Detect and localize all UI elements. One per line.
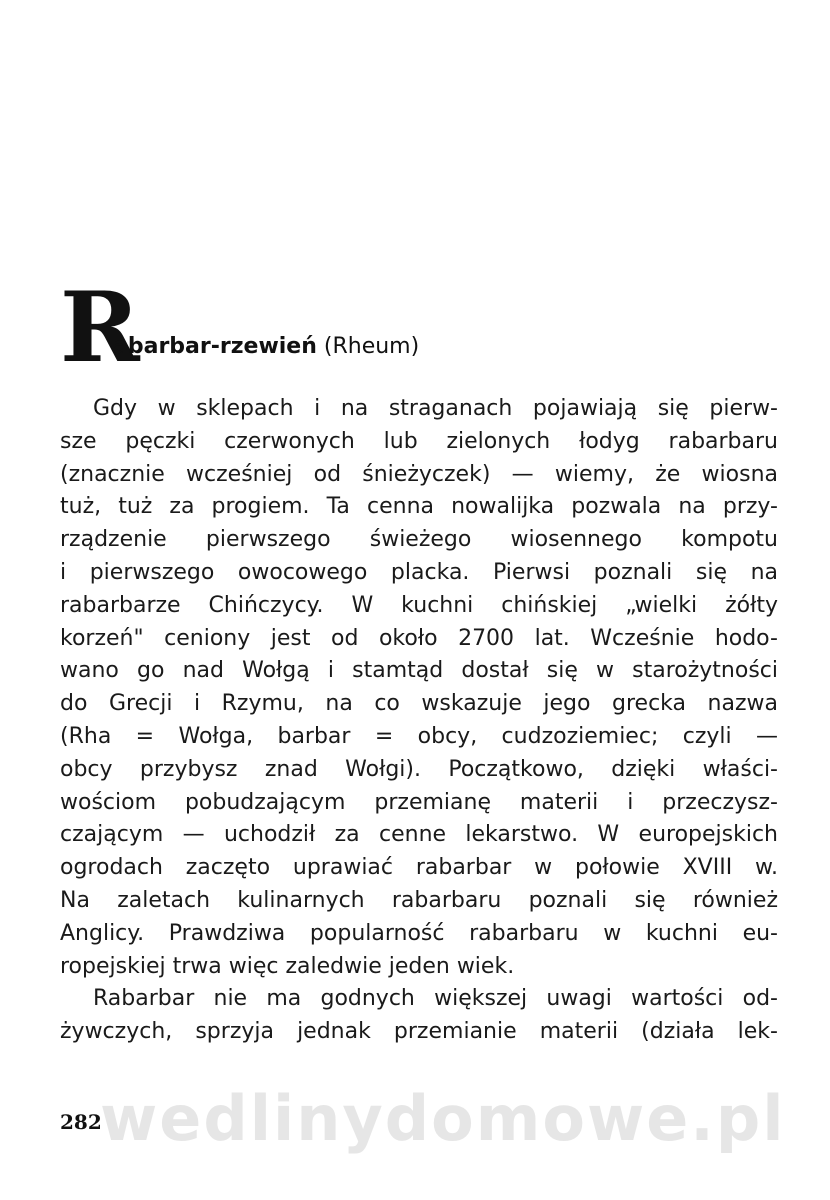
text-line: (Rha = Wołga, barbar = obcy, cudzoziemiec; czyli — — [60, 723, 778, 749]
text-line: (znacznie wcześniej od śnieżyczek) — wiemy, że wiosna — [60, 461, 778, 487]
text-line: Rabarbar nie ma godnych większej uwagi wartości od- — [93, 986, 778, 1012]
text-line: rabarbarze Chińczycy. W kuchni chińskiej „wielki żółty — [60, 592, 778, 618]
page-number: 282 — [60, 1110, 102, 1134]
text-line: do Grecji i Rzymu, na co wskazuje jego grecka nazwa — [60, 691, 778, 717]
text-line: Gdy w sklepach i na straganach pojawiają się pierw- — [93, 396, 778, 421]
text-line: rządzenie pierwszego świeżego wiosennego kompotu — [60, 527, 778, 553]
text-line: wościom pobudzającym przemianę materii i przeczysz- — [60, 789, 778, 815]
heading-latin-name: (Rheum) — [323, 334, 420, 359]
text-line: obcy przybysz znad Wołgi). Początkowo, dzięki właści- — [60, 756, 778, 782]
text-line: Na zaletach kulinarnych rabarbaru poznali się również — [60, 887, 778, 913]
text-line: i pierwszego owocowego placka. Pierwsi poznali się na — [60, 559, 778, 585]
text-line: wano go nad Wołgą i stamtąd dostał się w starożytności — [60, 658, 778, 684]
text-line: Anglicy. Prawdziwa popularność rabarbaru w kuchni eu- — [60, 920, 778, 946]
text-line: ogrodach zaczęto uprawiać rabarbar w połowie XVIII w. — [60, 855, 778, 881]
text-line: tuż, tuż za progiem. Ta cenna nowalijka pozwala na przy- — [60, 494, 778, 520]
drop-cap: R — [60, 271, 140, 384]
text-line: czającym — uchodził za cenne lekarstwo. W europejskich — [60, 822, 778, 848]
paragraph-1 — [60, 393, 778, 983]
text-line: ropejskiej trwa więc zaledwie jeden wiek. — [60, 953, 515, 979]
watermark: wedlinydomowe.pl — [100, 1082, 786, 1155]
text-line: korzeń" ceniony jest od około 2700 lat. Wcześnie hodo- — [60, 625, 778, 651]
recipe-heading — [60, 271, 780, 384]
heading-bold-part: abarbar-rzewień — [113, 334, 317, 359]
paragraph-2 — [60, 983, 778, 1049]
body-text — [60, 393, 778, 1049]
text-line: żywczych, sprzyja jednak przemianie materii (działa lek- — [60, 1019, 778, 1045]
text-line: sze pęczki czerwonych lub zielonych łodyg rabarbaru — [60, 428, 778, 454]
heading-title — [113, 334, 419, 360]
